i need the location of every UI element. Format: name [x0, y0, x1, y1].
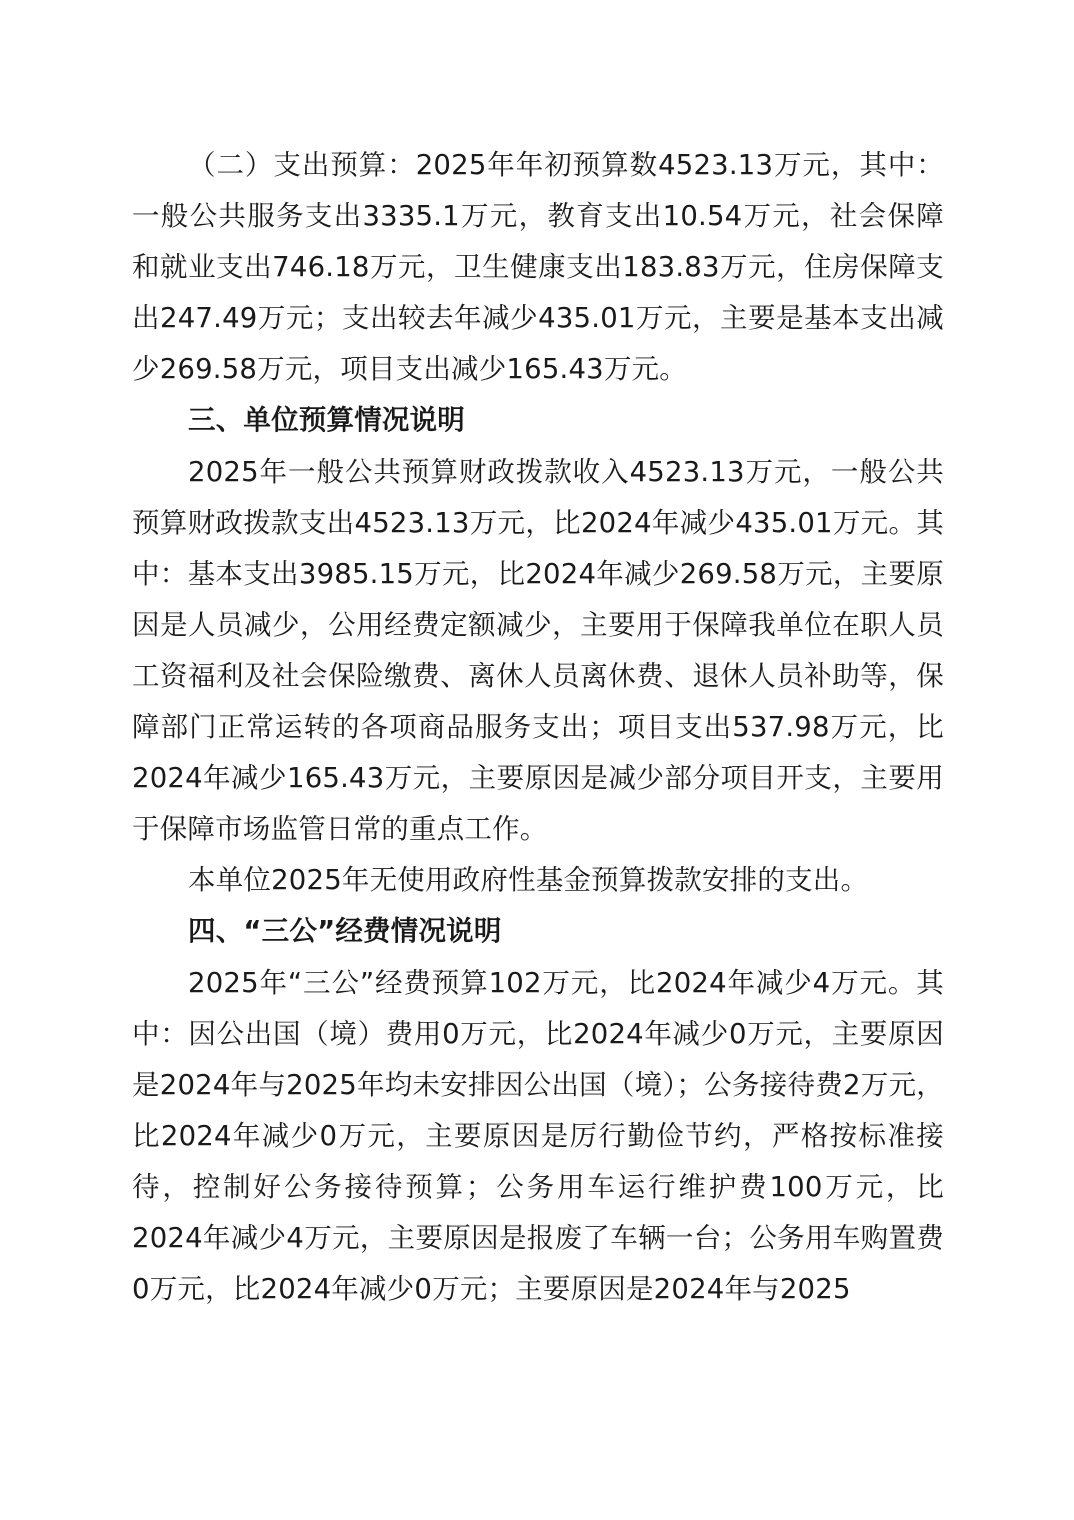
section-heading-three-public-expenses: 四、“三公”经费情况说明	[188, 915, 502, 948]
paragraph-government-fund: 本单位2025年无使用政府性基金预算拨款安排的支出。	[188, 864, 869, 897]
paragraph-expenditure-budget: （二）支出预算：2025年年初预算数4523.13万元，其中：一般公共服务支出3335.1万元，教育支出10.54万元，社会保障和就业支出746.18万元，卫生健康支出183.83万元，住房保障支出247.49万元；支出较去年减少435.01万元，主要是基本支出减少269.58万元，项目支出减少165.43万元。	[132, 149, 944, 386]
document-body	[132, 140, 944, 1315]
section-heading-unit-budget: 三、单位预算情况说明	[188, 404, 465, 437]
paragraph-three-public-expenses: 2025年“三公”经费预算102万元，比2024年减少4万元。其中：因公出国（境）费用0万元，比2024年减少0万元，主要原因是2024年与2025年均未安排因公出国（境）；公务接待费2万元，比2024年减少0万元，主要原因是厉行勤俭节约，严格按标准接待，控制好公务接待预算；公务用车运行维护费100万元，比2024年减少4万元，主要原因是报废了车辆一台；公务用车购置费0万元，比2024年减少0万元；主要原因是2024年与2025	[132, 966, 944, 1306]
paragraph-unit-budget: 2025年一般公共预算财政拨款收入4523.13万元，一般公共预算财政拨款支出4523.13万元，比2024年减少435.01万元。其中：基本支出3985.15万元，比2024年减少269.58万元，主要原因是人员减少，公用经费定额减少，主要用于保障我单位在职人员工资福利及社会保险缴费、离休人员离休费、退休人员补助等，保障部门正常运转的各项商品服务支出；项目支出537.98万元，比2024年减少165.43万元，主要原因是减少部分项目开支，主要用于保障市场监管日常的重点工作。	[132, 455, 944, 846]
